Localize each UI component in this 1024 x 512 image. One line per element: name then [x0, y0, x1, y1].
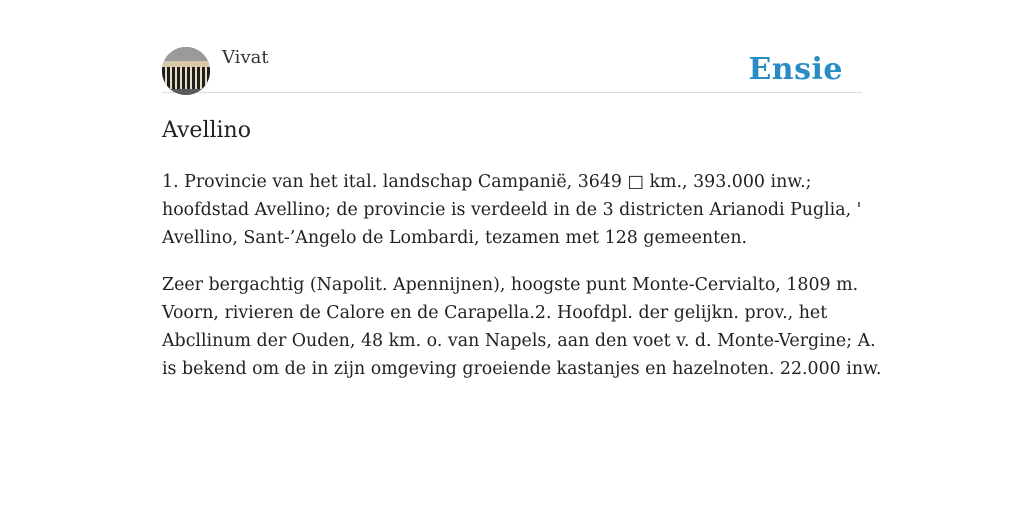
source-header [162, 46, 862, 93]
paragraph [162, 168, 862, 252]
text-line: is bekend om de in zijn omgeving groeiende kastanjes en hazelnoten. 22.000 inw. [162, 359, 882, 379]
ensie-logo[interactable]: Ensie [748, 52, 843, 87]
text-line: Voorn, rivieren de Calore en de Carapella.2. Hoofdpl. der gelijkn. prov., het [162, 303, 828, 323]
text-line: Avellino, Sant-’Angelo de Lombardi, tezamen met 128 gemeenten. [162, 228, 748, 248]
source-name-link[interactable]: Vivat [222, 47, 269, 68]
text-line: hoofdstad Avellino; de provincie is verdeeld in de 3 districten Arianodi Puglia, ' [162, 200, 862, 220]
text-line: Abcllinum der Ouden, 48 km. o. van Napels, aan den voet v. d. Monte-Vergine; A. [162, 331, 876, 351]
paragraph [162, 271, 882, 383]
article-body [162, 168, 882, 402]
book-spines-avatar-icon[interactable] [162, 47, 210, 95]
text-line: Zeer bergachtig (Napolit. Apennijnen), hoogste punt Monte-Cervialto, 1809 m. [162, 275, 859, 295]
article-title: Avellino [162, 118, 251, 143]
text-line: 1. Provincie van het ital. landschap Campanië, 3649 □ km., 393.000 inw.; [162, 172, 812, 192]
